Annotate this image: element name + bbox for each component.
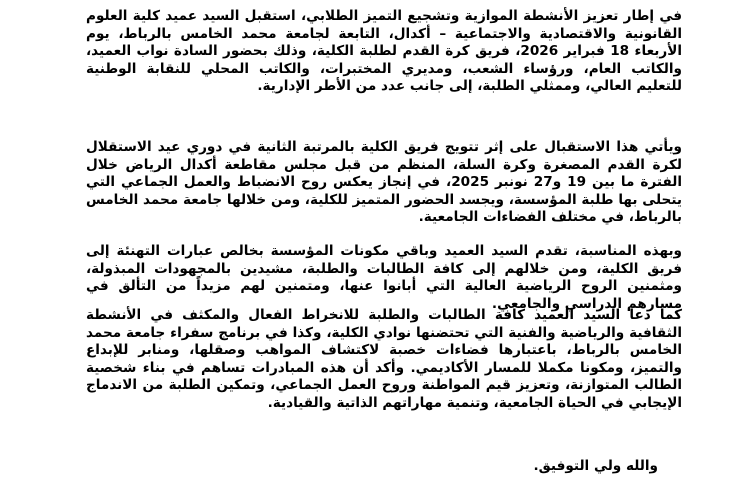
paragraph-invitation <box>86 307 682 412</box>
closing-line: والله ولي التوفيق. <box>533 458 658 474</box>
paragraph-invitation-text: كما دعا السيد العميد كافة الطالبات والطلبة للانخراط الفعال والمكثف في الأنشطة الثقافية والرياضية والفنية التي تحتضنها نوادي الكلية، وكذا في برنامج سفراء جامعة محمد الخامس بالرباط، باعتبارها فضاءات خصبة لاكتشاف المواهب وصقلها، ومنابر للإبداع والتميز، ومكونا مكملا للمسار الأكاديمي. وأكد أن هذه المبادرات تساهم في بناء شخصية الطالب المتوازنة، وتعزيز قيم المواطنة وروح العمل الجماعي، وتمكين الطلبة من الاندماج الإيجابي في الحياة الجامعية، وتنمية مهاراتهم الذاتية والقيادية. <box>86 307 682 411</box>
paragraph-achievement-text: ويأتي هذا الاستقبال على إثر تتويج فريق الكلية بالمرتبة الثانية في دوري عيد الاستقلال لكرة القدم المصغرة وكرة السلة، المنظم من قبل مجلس مقاطعة أكدال الرياض خلال الفترة ما بين 19 و27 نونبر 2025، في إنجاز يعكس روح الانضباط والعمل الجماعي التي يتحلى بها طلبة المؤسسة، ويجسد الحضور المتميز للكلية، ومن خلالها جامعة محمد الخامس بالرباط، في مختلف الفضاءات الجامعية. <box>86 139 682 225</box>
paragraph-achievement <box>86 139 682 227</box>
paragraph-congratulations <box>86 243 682 313</box>
paragraph-intro <box>86 8 682 96</box>
paragraph-congratulations-text: وبهذه المناسبة، تقدم السيد العميد وباقي مكونات المؤسسة بخالص عبارات التهنئة إلى فريق الكلية، ومن خلالهم إلى كافة الطالبات والطلبة، مشيدين بالمجهودات المبذولة، ومثمنين الروح الرياضية العالية التي أبانوا عنها، ومتمنين لهم مزيداً من التألق في مسارهم الدراسي والجامعي. <box>86 243 682 312</box>
paragraph-intro-text: في إطار تعزيز الأنشطة الموازية وتشجيع التميز الطلابي، استقبل السيد عميد كلية العلوم القانونية والاقتصادية والاجتماعية – أكدال، التابعة لجامعة محمد الخامس بالرباط، يوم الأربعاء 18 فبراير 2026، فريق كرة القدم لطلبة الكلية، وذلك بحضور السادة نواب العميد، والكاتب العام، ورؤساء الشعب، ومديري المختبرات، والكاتب المحلي للنقابة الوطنية للتعليم العالي، وممثلي الطلبة، إلى جانب عدد من الأطر الإدارية. <box>86 8 682 94</box>
